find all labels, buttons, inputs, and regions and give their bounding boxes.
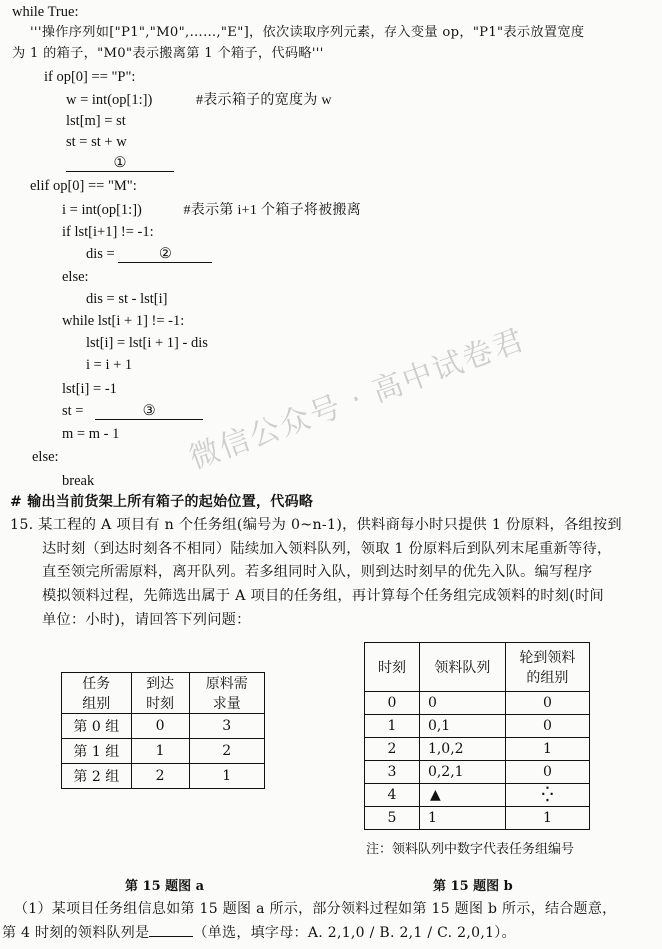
code-line: i = i + 1 <box>86 357 133 373</box>
code-line <box>62 201 361 220</box>
table-header <box>505 643 589 692</box>
watermark: 微信公众号 · 高中试卷君 <box>184 322 530 477</box>
table-cell: 1 <box>365 715 420 738</box>
header-text: 时刻 <box>146 696 175 712</box>
table-header <box>62 673 132 714</box>
queue-process-table <box>364 642 590 830</box>
answer-blank-2[interactable]: ② <box>118 246 212 263</box>
code-text: dis = <box>86 246 115 262</box>
table-cell: 1 <box>419 807 505 830</box>
table-cell: 1 <box>505 807 589 830</box>
code-line <box>86 245 212 263</box>
sub-question-1-line2 <box>2 924 516 942</box>
table-cell: 0,2,1 <box>419 761 505 784</box>
code-comment: # 输出当前货架上所有箱子的起始位置，代码略 <box>10 494 314 510</box>
table-cell: 第 2 组 <box>62 764 132 789</box>
code-comment: 为 1 的箱子，"M0"表示搬离第 1 个箱子，代码略''' <box>12 46 324 61</box>
dots-marker-icon: ⁛ <box>505 784 589 807</box>
table-note: 注：领料队列中数字代表任务组编号 <box>366 842 575 857</box>
code-line <box>66 154 174 172</box>
table-row <box>62 714 265 739</box>
header-text: 组别 <box>82 696 111 712</box>
table-cell: 3 <box>365 761 420 784</box>
header-text: 的组别 <box>526 670 569 686</box>
table-cell: 2 <box>189 739 264 764</box>
table-cell: 3 <box>189 714 264 739</box>
code-comment: #表示箱子的宽度为 w <box>195 93 332 108</box>
table-row <box>365 807 590 830</box>
code-line: while lst[i + 1] != -1: <box>62 313 185 329</box>
table-cell: 1,0,2 <box>419 738 505 761</box>
sub-question-1: （1）某项目任务组信息如第 15 题图 a 所示，部分领料过程如第 15 题图 b 所示，结合题意， <box>14 901 617 917</box>
code-line: if lst[i+1] != -1: <box>62 224 154 240</box>
code-comment: '''操作序列如["P1","M0",……,"E"]，依次读取序列元素，存入变量 op，"P1"表示放置宽度 <box>30 25 585 40</box>
code-line: dis = st - lst[i] <box>86 291 168 307</box>
table-cell: 1 <box>131 739 189 764</box>
code-text: st = <box>62 403 84 419</box>
header-text: 求量 <box>212 696 241 712</box>
code-line: m = m - 1 <box>62 426 120 442</box>
code-line <box>66 91 332 110</box>
code-line: elif op[0] == "M": <box>30 178 137 194</box>
code-text: w = int(op[1:]) <box>66 92 153 108</box>
table-cell: 4 <box>365 784 420 807</box>
question-text: 单位：小时)，请回答下列问题： <box>42 612 251 628</box>
table-cell: 0 <box>505 715 589 738</box>
code-line: if op[0] == "P": <box>44 69 136 85</box>
header-text: 轮到领料 <box>519 650 576 666</box>
code-line: lst[i] = -1 <box>62 381 117 397</box>
table-cell: 2 <box>131 764 189 789</box>
table-row <box>365 692 590 715</box>
triangle-marker-icon: ▲ <box>419 784 505 807</box>
table-row <box>365 784 590 807</box>
code-line: else: <box>62 269 89 285</box>
sub-question-text: 第 4 时刻的领料队列是 <box>2 925 150 941</box>
table-header: 时刻 <box>365 643 420 692</box>
question-text: 模拟领料过程，先筛选出属于 A 项目的任务组，再计算每个任务组完成领料的时刻(时间 <box>42 588 605 604</box>
code-line: lst[m] = st <box>66 113 126 129</box>
task-group-table <box>61 672 265 789</box>
question-text: 达时刻（到达时刻各不相同）陆续加入领料队列，领取 1 份原料后到队列末尾重新等待， <box>42 541 612 557</box>
table-cell: 5 <box>365 807 420 830</box>
sub-question-text: （单选，填字母：A. 2,1,0 / B. 2,1 / C. 2,0,1）。 <box>193 925 516 941</box>
table-cell: 0 <box>505 692 589 715</box>
header-text: 原料需 <box>205 676 248 692</box>
table-cell: 1 <box>189 764 264 789</box>
table-row <box>365 738 590 761</box>
table-cell: 1 <box>505 738 589 761</box>
table-cell: 0,1 <box>419 715 505 738</box>
figure-caption-b: 第 15 题图 b <box>433 879 513 894</box>
table-row <box>62 739 265 764</box>
question-text: 15. 某工程的 A 项目有 n 个任务组(编号为 0~n-1)，供料商每小时只提供 1 份原料，各组按到 <box>10 517 622 533</box>
code-line: while True: <box>12 4 79 20</box>
table-header <box>189 673 264 714</box>
table-header: 领料队列 <box>419 643 505 692</box>
table-cell: 0 <box>505 761 589 784</box>
header-text: 任务 <box>82 676 111 692</box>
code-line: break <box>62 473 95 489</box>
table-header-row <box>62 673 265 714</box>
answer-blank-3[interactable]: ③ <box>95 403 203 420</box>
header-text: 到达 <box>146 676 175 692</box>
table-row <box>365 715 590 738</box>
code-line: st = st + w <box>66 134 127 150</box>
table-cell: 0 <box>419 692 505 715</box>
table-cell: 0 <box>365 692 420 715</box>
question-text: 直至领完所需原料，离开队列。若多组同时入队，则到达时刻早的优先入队。编写程序 <box>42 564 593 580</box>
answer-blank-1[interactable]: ① <box>66 155 174 172</box>
figure-caption-a: 第 15 题图 a <box>125 879 205 894</box>
table-row <box>365 761 590 784</box>
table-cell: 第 1 组 <box>62 739 132 764</box>
code-line: else: <box>32 449 59 465</box>
table-header <box>131 673 189 714</box>
code-line: lst[i] = lst[i + 1] - dis <box>86 335 208 351</box>
code-text: i = int(op[1:]) <box>62 202 142 218</box>
code-line <box>62 402 203 420</box>
table-cell: 0 <box>131 714 189 739</box>
table-header-row <box>365 643 590 692</box>
table-cell: 第 0 组 <box>62 714 132 739</box>
table-row <box>62 764 265 789</box>
answer-blank-sub1[interactable] <box>149 936 193 937</box>
code-comment: #表示第 i+1 个箱子将被搬离 <box>183 203 362 218</box>
table-cell: 2 <box>365 738 420 761</box>
